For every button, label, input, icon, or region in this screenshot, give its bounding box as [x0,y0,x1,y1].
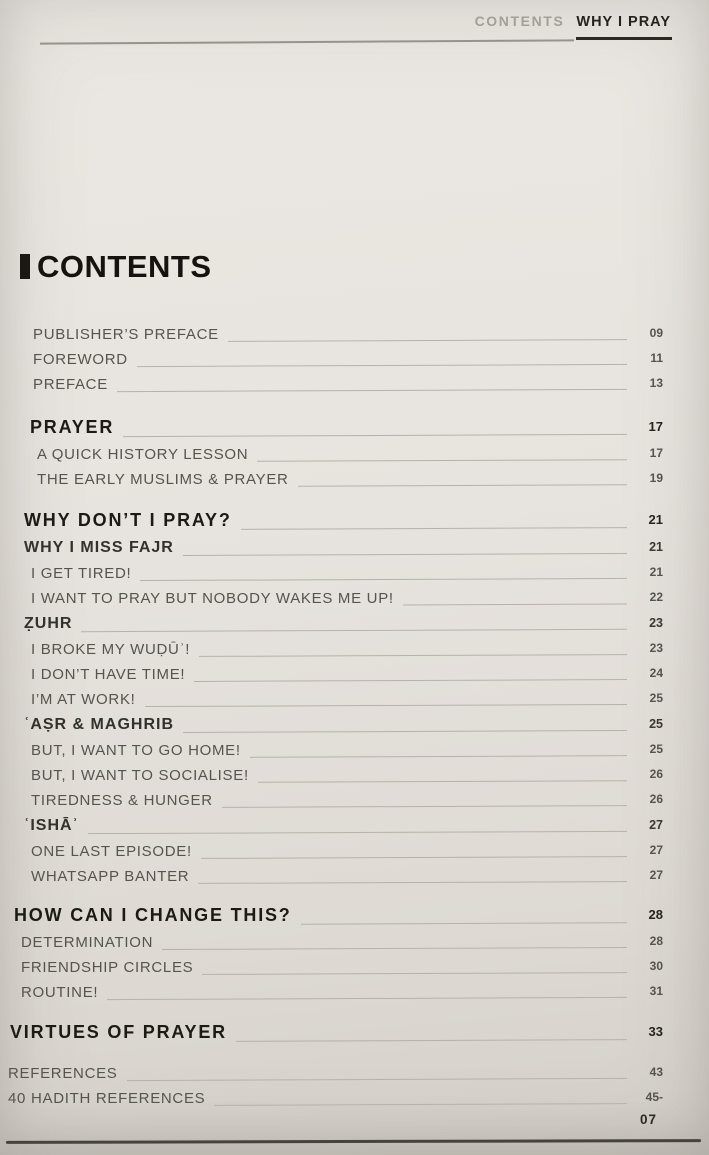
toc-entry-page-number: 23 [649,615,663,630]
leader-line [117,389,627,392]
toc-entry [8,1061,663,1086]
toc-entry [14,955,663,980]
toc-entry [24,637,663,662]
toc-group-front-matter [0,322,709,397]
leader-line [257,459,627,462]
toc-entry-label: WHATSAPP BANTER [31,868,190,885]
leader-line [301,922,627,924]
toc-entry [24,662,663,687]
leader-line [236,1039,627,1042]
toc-group-how-can-i-change-this [0,901,709,1005]
toc-entry-page-number: 25 [649,691,663,705]
leader-line [145,704,627,707]
toc-entry-page-number: 17 [648,419,663,434]
toc-entry-page-number: 27 [649,843,663,857]
toc-entry-page-number: 26 [649,792,663,806]
toc-entry-page-number: 26 [649,767,663,781]
toc-entry-label: I DON’T HAVE TIME! [31,666,186,683]
toc-entry-page-number: 43 [649,1065,663,1079]
leader-line [194,679,627,682]
toc-entry [24,763,663,788]
leader-line [403,604,627,606]
leader-line [214,1103,627,1106]
toc-entry-label: ROUTINE! [21,984,99,1001]
toc-entry [30,413,663,442]
leader-line [241,527,627,530]
toc-entry-page-number: 19 [649,471,663,485]
toc-entry-page-number: 09 [649,326,663,340]
leader-line [202,972,627,975]
leader-line [127,1078,627,1081]
toc-entry-label: 40 HADITH REFERENCES [8,1090,206,1107]
toc-entry [8,1086,663,1111]
toc-entry [24,864,663,889]
running-header [475,13,671,30]
running-header-section-label: CONTENTS [474,13,565,29]
toc-entry [24,813,663,839]
toc-entry [24,839,663,864]
page-title: CONTENTS [37,249,212,284]
leader-line [123,434,627,437]
toc-entry [24,586,663,611]
toc-entry-label: PREFACE [33,376,108,393]
toc-entry-page-number: 31 [649,984,663,998]
toc-entry [33,372,663,397]
toc-entry-label: I WANT TO PRAY BUT NOBODY WAKES ME UP! [31,590,394,607]
toc-entry-page-number: 21 [649,565,663,579]
toc-entry [14,930,663,955]
toc-entry-page-number: 17 [649,446,663,460]
toc-entry-label: I’M AT WORK! [31,691,136,708]
toc-entry [10,1018,663,1047]
toc-entry [14,901,663,930]
toc-entry-page-number: 25 [649,716,663,731]
toc-entry-page-number: 45- [645,1090,663,1104]
toc-group-virtues-of-prayer [0,1018,709,1047]
toc-entry-label: ẒUHR [24,615,73,632]
toc-entry-page-number: 11 [650,351,663,365]
leader-line [298,484,627,486]
toc-entry-label: TIREDNESS & HUNGER [31,792,213,809]
toc-entry-page-number: 25 [649,742,663,756]
toc-entry [30,467,663,492]
leader-line [183,553,627,556]
toc-entry-label: VIRTUES OF PRAYER [10,1022,227,1042]
toc-entry [30,442,663,467]
toc-entry-label: ʿAṢR & MAGHRIB [24,716,174,733]
leader-line [198,881,627,884]
leader-line [107,997,627,1000]
leader-line [162,947,627,950]
footer-rule [6,1139,701,1143]
leader-line [81,629,627,632]
toc-entry-label: PUBLISHER’S PREFACE [33,326,219,343]
toc-entry [33,347,663,372]
toc [0,322,709,1111]
leader-line [140,578,627,581]
toc-entry [24,535,663,561]
toc-entry-label: FRIENDSHIP CIRCLES [21,959,194,976]
toc-entry-page-number: 33 [648,1024,663,1039]
toc-entry [24,738,663,763]
toc-entry [24,506,663,535]
toc-entry [24,561,663,586]
leader-line [201,856,627,859]
toc-entry [24,687,663,712]
leader-line [228,339,627,342]
toc-entry-label: DETERMINATION [21,934,154,951]
chapter-title-row [20,251,212,282]
toc-entry-label: HOW CAN I CHANGE THIS? [14,905,292,925]
leader-line [222,805,627,808]
toc-entry [24,712,663,738]
toc-entry-page-number: 27 [649,868,663,882]
toc-entry-label: WHY I MISS FAJR [24,539,174,556]
toc-group-prayer [0,413,709,492]
toc-entry-label: FOREWORD [33,351,128,368]
toc-entry-page-number: 13 [649,376,663,390]
toc-entry-page-number: 30 [649,959,663,973]
toc-entry-label: PRAYER [30,417,115,437]
toc-entry-label: I BROKE MY WUḌŪʾ! [31,641,191,658]
toc-entry-label: THE EARLY MUSLIMS & PRAYER [37,471,289,488]
leader-line [88,831,627,834]
toc-entry [14,980,663,1005]
toc-group-why-dont-i-pray [0,506,709,889]
header-rule-dark [576,37,672,40]
toc-entry-label: BUT, I WANT TO SOCIALISE! [31,767,249,784]
toc-entry-label: I GET TIRED! [31,565,132,582]
toc-group-references [0,1061,709,1111]
toc-entry [24,788,663,813]
header-rule-gray [40,39,574,44]
toc-entry-label: ONE LAST EPISODE! [31,843,192,860]
toc-entry-page-number: 27 [649,817,663,832]
toc-entry-label: BUT, I WANT TO GO HOME! [31,742,241,759]
toc-entry-page-number: 21 [649,539,663,554]
folio-page-number: 07 [639,1112,657,1127]
leader-line [137,364,627,367]
toc-entry-label: WHY DON’T I PRAY? [24,510,232,530]
toc-entry-page-number: 23 [649,641,663,655]
leader-line [183,730,627,733]
toc-entry-page-number: 24 [649,666,663,680]
toc-entry-label: REFERENCES [8,1065,118,1082]
running-header-book-title: WHY I PRAY [576,14,671,30]
leader-line [250,755,627,758]
toc-entry-page-number: 21 [648,512,663,527]
toc-entry-page-number: 22 [649,590,663,604]
toc-entry [33,322,663,347]
leader-line [199,654,627,657]
toc-entry-label: A QUICK HISTORY LESSON [37,446,249,463]
toc-entry-page-number: 28 [648,907,663,922]
toc-entry [24,611,663,637]
toc-entry-label: ʿISHĀʾ [24,817,79,834]
toc-entry-page-number: 28 [649,934,663,948]
leader-line [258,780,627,783]
title-accent-bar [20,254,30,279]
